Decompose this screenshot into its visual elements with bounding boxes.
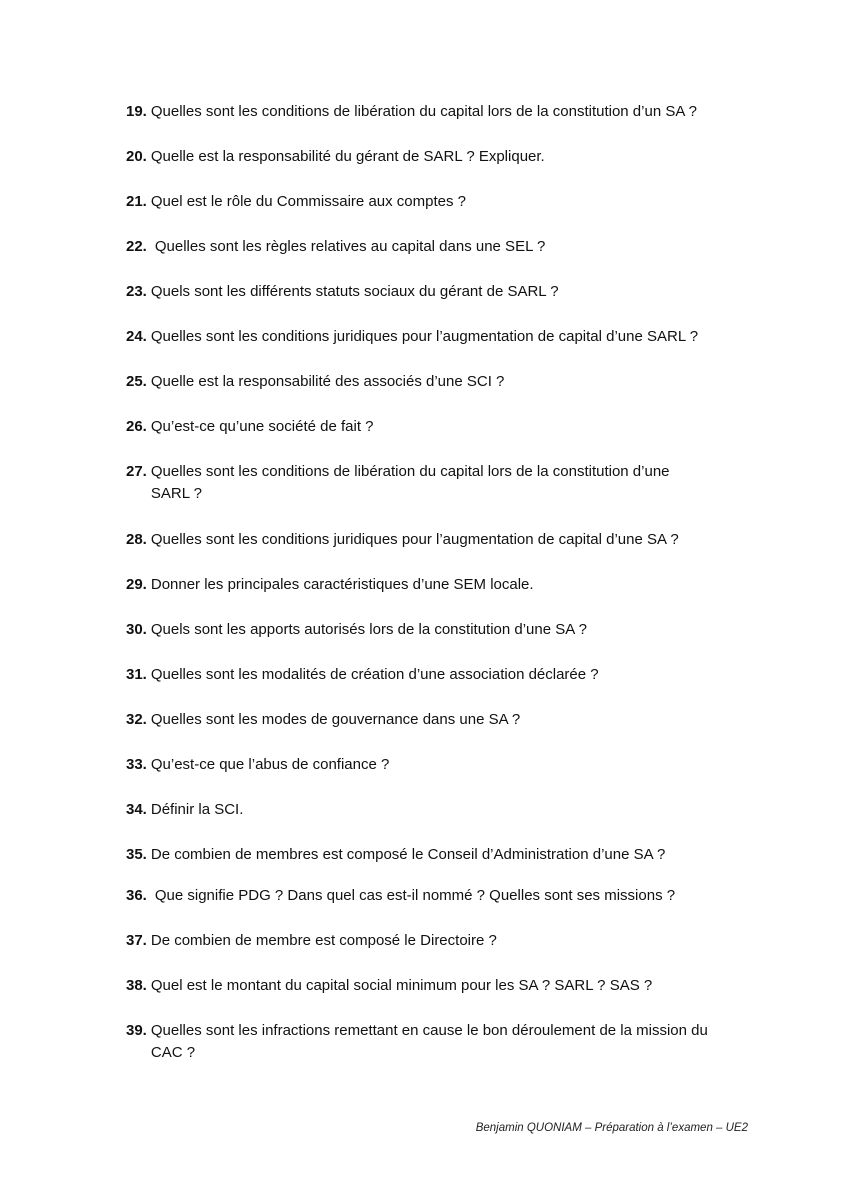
question-29: [126, 574, 746, 596]
question-text: Quelle est la responsabilité des associés d’une SCI ?: [150, 373, 505, 390]
question-number: 21.: [126, 193, 147, 210]
question-number: 23.: [126, 283, 147, 300]
question-27: [126, 461, 706, 505]
page-footer: Benjamin QUONIAM – Préparation à l’examen – UE2: [475, 1122, 748, 1134]
question-text: Quelles sont les conditions juridiques pour l’augmentation de capital d’une SARL ?: [150, 328, 699, 345]
question-text: Que signifie PDG ? Dans quel cas est-il nommé ? Quelles sont ses missions ?: [154, 887, 676, 904]
question-number: 34.: [126, 801, 147, 818]
question-22: [126, 236, 746, 258]
question-text: Quelles sont les modes de gouvernance dans une SA ?: [150, 711, 521, 728]
question-text: Quelle est la responsabilité du gérant de SARL ? Expliquer.: [150, 148, 545, 165]
question-number: 31.: [126, 666, 147, 683]
question-25: [126, 371, 746, 393]
question-31: [126, 664, 746, 686]
question-text: Quels sont les apports autorisés lors de la constitution d’une SA ?: [150, 621, 587, 638]
question-35: [126, 844, 746, 866]
question-text: Quelles sont les conditions de libération du capital lors de la constitution d’un SA ?: [150, 103, 698, 120]
question-number: 39.: [126, 1022, 147, 1039]
question-19: [126, 101, 746, 123]
question-28: [126, 529, 746, 551]
question-number: 30.: [126, 621, 147, 638]
question-20: [126, 146, 746, 168]
question-text: Quelles sont les modalités de création d’une association déclarée ?: [150, 666, 599, 683]
question-26: [126, 416, 746, 438]
question-number: 33.: [126, 756, 147, 773]
question-text: Quelles sont les infractions remettant en cause le bon déroulement de la mission du CAC ?: [150, 1022, 708, 1061]
question-37: [126, 930, 746, 952]
question-text: Donner les principales caractéristiques d’une SEM locale.: [150, 576, 534, 593]
question-number: 25.: [126, 373, 147, 390]
question-text: Quelles sont les règles relatives au capital dans une SEL ?: [154, 238, 546, 255]
question-number: 20.: [126, 148, 147, 165]
question-33: [126, 754, 746, 776]
question-number: 35.: [126, 846, 147, 863]
question-text: Quelles sont les conditions juridiques pour l’augmentation de capital d’une SA ?: [150, 531, 679, 548]
question-text: De combien de membres est composé le Conseil d’Administration d’une SA ?: [150, 846, 666, 863]
question-38: [126, 975, 746, 997]
question-number: 26.: [126, 418, 147, 435]
question-30: [126, 619, 746, 641]
question-text: Quel est le rôle du Commissaire aux comptes ?: [150, 193, 466, 210]
question-text: Qu’est-ce que l’abus de confiance ?: [150, 756, 390, 773]
question-number: 38.: [126, 977, 147, 994]
question-number: 24.: [126, 328, 147, 345]
question-34: [126, 799, 746, 821]
question-text: Quel est le montant du capital social minimum pour les SA ? SARL ? SAS ?: [150, 977, 653, 994]
question-39: [126, 1020, 741, 1064]
question-23: [126, 281, 746, 303]
question-32: [126, 709, 746, 731]
question-number: 36.: [126, 887, 147, 904]
question-24: [126, 326, 746, 348]
question-21: [126, 191, 746, 213]
question-text: Qu’est-ce qu’une société de fait ?: [150, 418, 374, 435]
question-text: Quelles sont les conditions de libération du capital lors de la constitution d’une SARL ?: [150, 463, 670, 502]
question-number: 37.: [126, 932, 147, 949]
question-text: Définir la SCI.: [150, 801, 244, 818]
question-number: 29.: [126, 576, 147, 593]
question-36: [126, 885, 746, 907]
question-number: 22.: [126, 238, 147, 255]
question-number: 19.: [126, 103, 147, 120]
question-text: De combien de membre est composé le Directoire ?: [150, 932, 497, 949]
question-number: 27.: [126, 463, 147, 480]
question-number: 28.: [126, 531, 147, 548]
question-text: Quels sont les différents statuts sociaux du gérant de SARL ?: [150, 283, 559, 300]
question-number: 32.: [126, 711, 147, 728]
